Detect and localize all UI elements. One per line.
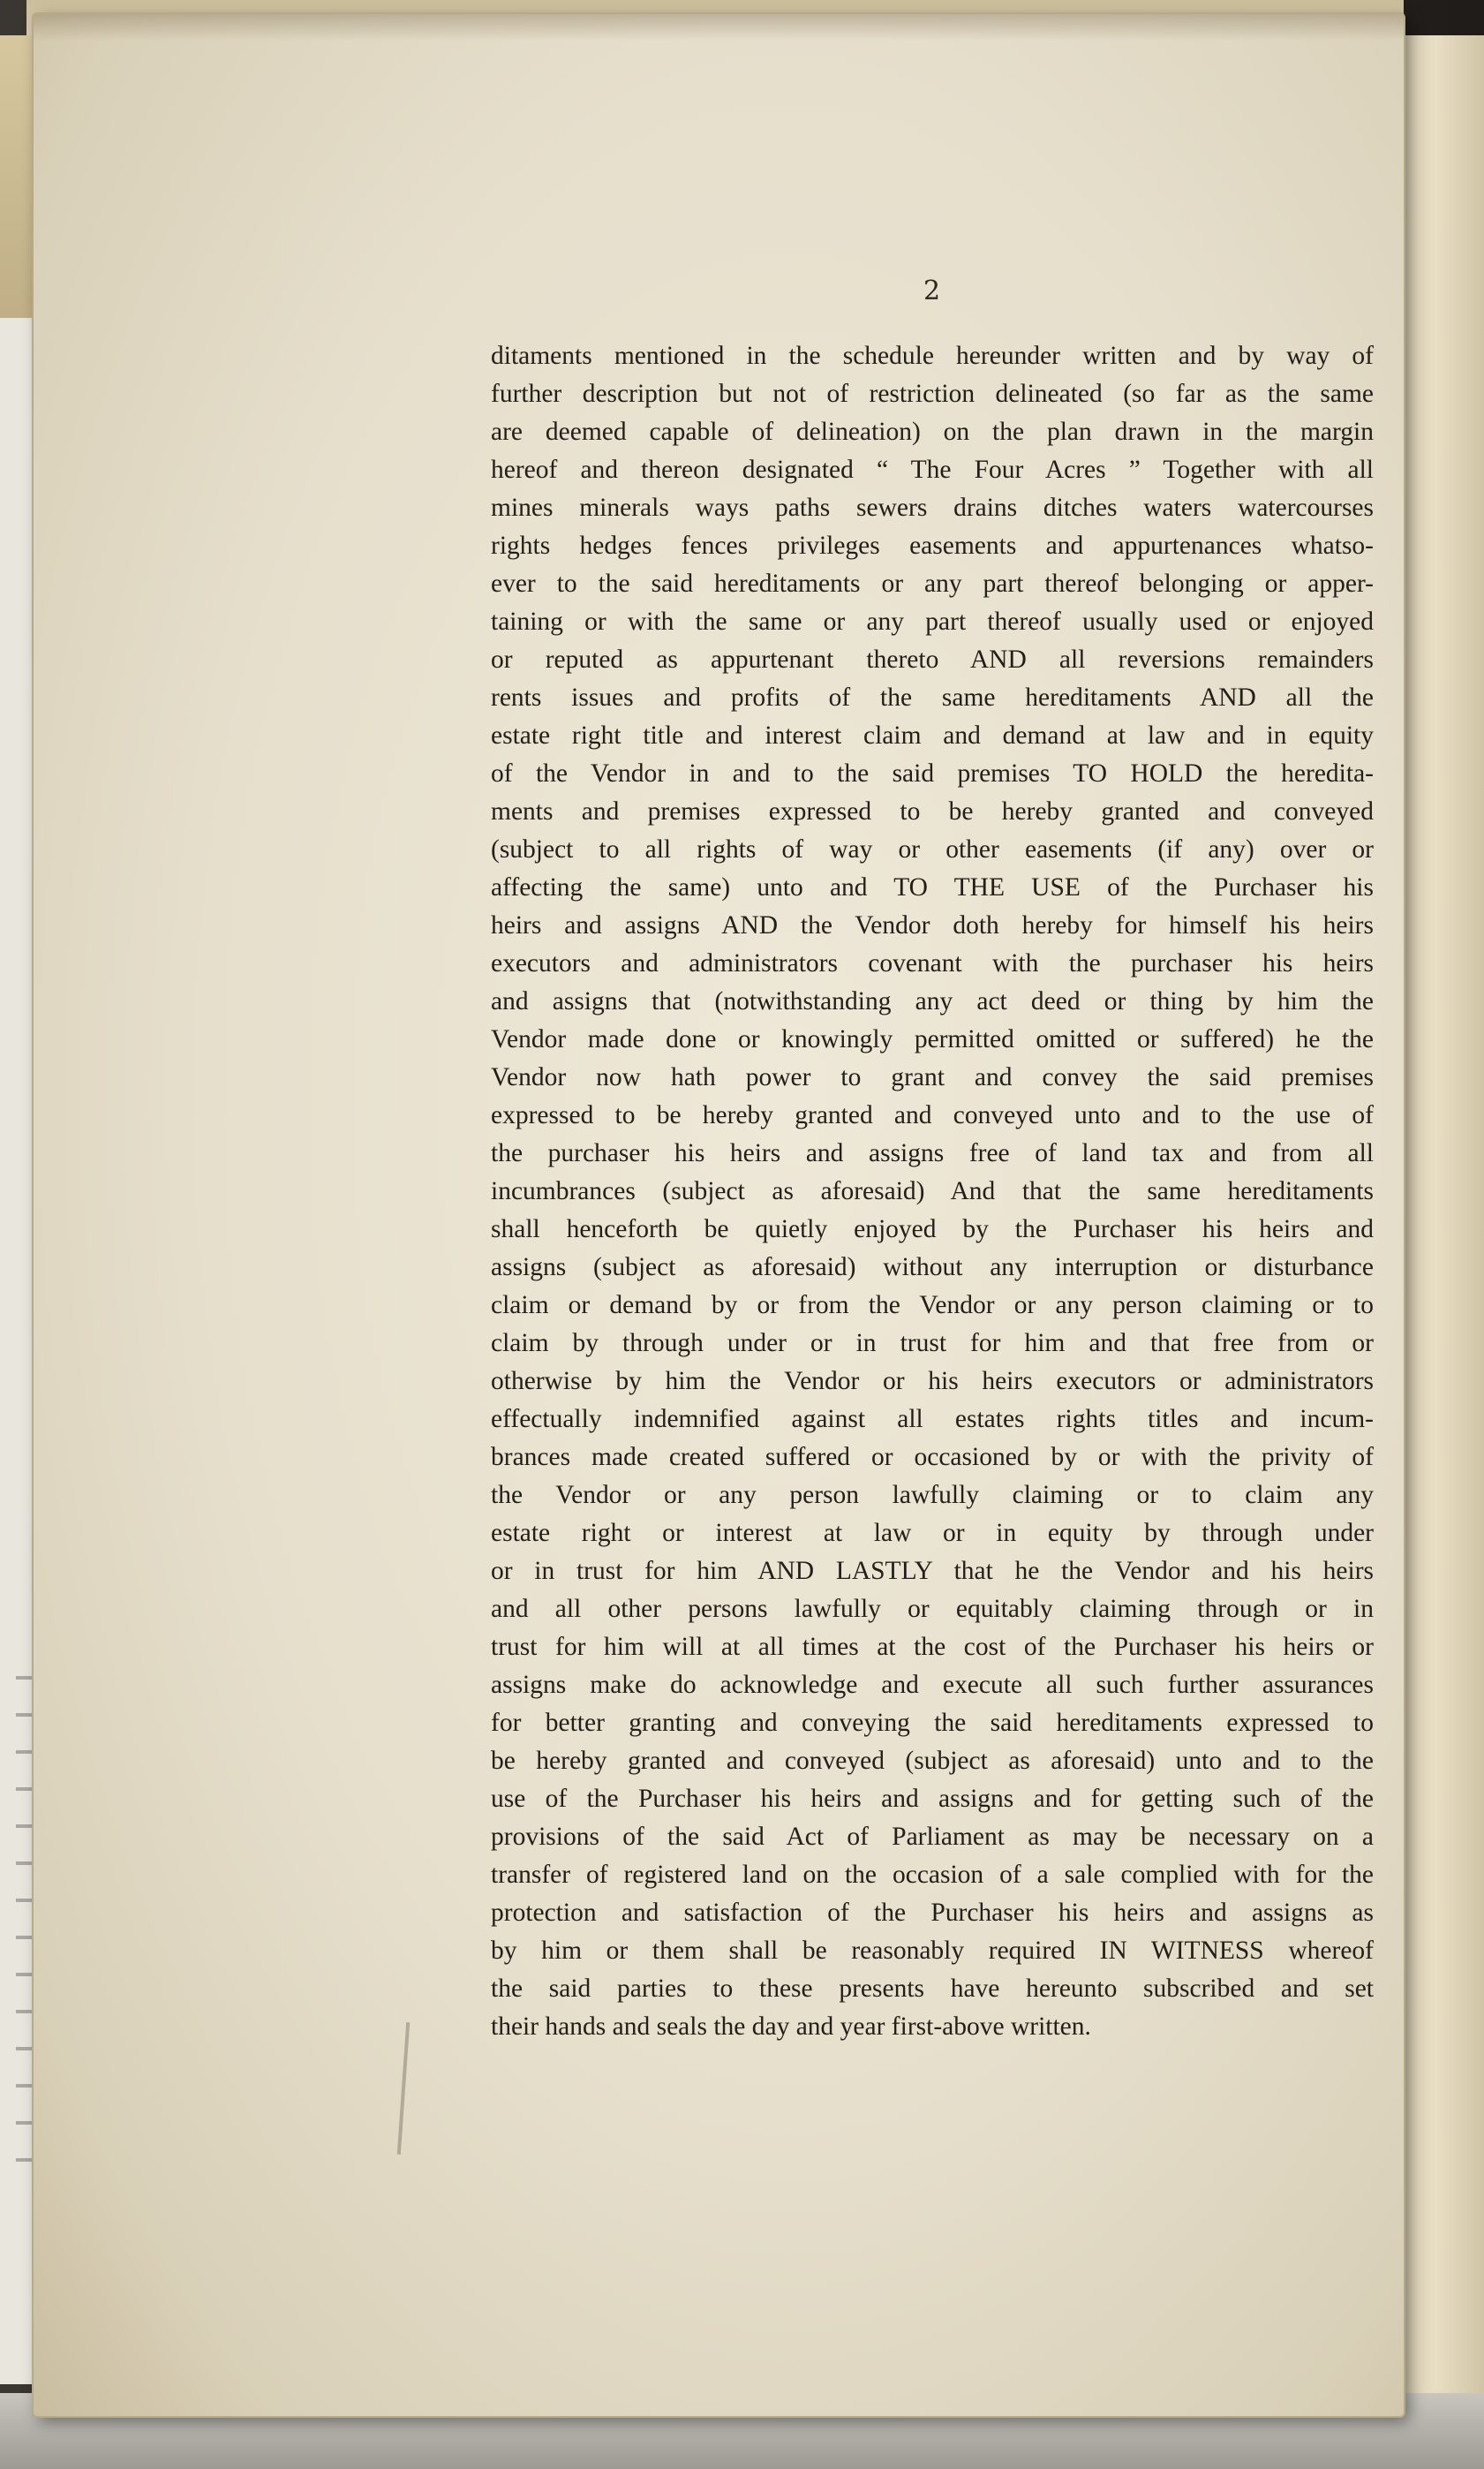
text-line: shall henceforth be quietly enjoyed by the Purchaser his heirs and (491, 1215, 1374, 1243)
underlying-page-right-edge (1399, 35, 1484, 2437)
body-text (491, 337, 1374, 2046)
text-line: and assigns that (notwithstanding any act deed or thing by him the (491, 987, 1374, 1016)
text-line: trust for him will at all times at the cost of the Purchaser his heirs or (491, 1633, 1374, 1661)
text-line: protection and satisfaction of the Purchaser his heirs and assigns as (491, 1899, 1374, 1927)
text-line: assigns make do acknowledge and execute all such further assurances (491, 1671, 1374, 1699)
text-line: estate right or interest at law or in equity by through under (491, 1519, 1374, 1547)
text-line: otherwise by him the Vendor or his heirs executors or administrators (491, 1367, 1374, 1395)
text-line: estate right title and interest claim and demand at law and in equity (491, 721, 1374, 750)
text-line: ments and premises expressed to be hereby granted and conveyed (491, 797, 1374, 826)
text-line: or in trust for him AND LASTLY that he the Vendor and his heirs (491, 1557, 1374, 1585)
text-line: are deemed capable of delineation) on the plan drawn in the margin (491, 418, 1374, 446)
text-line: ditaments mentioned in the schedule hereunder written and by way of (491, 342, 1374, 370)
text-line: and all other persons lawfully or equitably claiming through or in (491, 1595, 1374, 1623)
text-line: Vendor now hath power to grant and convey the said premises (491, 1063, 1374, 1091)
text-line: transfer of registered land on the occasion of a sale complied with for the (491, 1861, 1374, 1889)
text-line-final: their hands and seals the day and year first-above written. (491, 2012, 1091, 2041)
text-line: or reputed as appurtenant thereto AND all reversions remainders (491, 646, 1374, 674)
text-line: taining or with the same or any part thereof usually used or enjoyed (491, 608, 1374, 636)
text-line: claim or demand by or from the Vendor or any person claiming or to (491, 1291, 1374, 1319)
text-line: incumbrances (subject as aforesaid) And that the same hereditaments (491, 1177, 1374, 1205)
text-line: brances made created suffered or occasioned by or with the privity of (491, 1443, 1374, 1471)
text-line: (subject to all rights of way or other easements (if any) over or (491, 835, 1374, 864)
text-line: Vendor made done or knowingly permitted omitted or suffered) he the (491, 1025, 1374, 1053)
text-line: hereof and thereon designated “ The Four Acres ” Together with all (491, 456, 1374, 484)
text-line: expressed to be hereby granted and conveyed unto and to the use of (491, 1101, 1374, 1129)
text-line: for better granting and conveying the said hereditaments expressed to (491, 1709, 1374, 1737)
text-line: rents issues and profits of the same hereditaments AND all the (491, 683, 1374, 712)
text-line: claim by through under or in trust for him and that free from or (491, 1329, 1374, 1357)
text-line: by him or them shall be reasonably required IN WITNESS whereof (491, 1937, 1374, 1965)
text-line: executors and administrators covenant with the purchaser his heirs (491, 949, 1374, 978)
text-line: heirs and assigns AND the Vendor doth hereby for himself his heirs (491, 911, 1374, 940)
text-line: affecting the same) unto and TO THE USE of the Purchaser his (491, 873, 1374, 902)
text-line: of the Vendor in and to the said premises TO HOLD the heredita- (491, 759, 1374, 788)
text-line: the Vendor or any person lawfully claiming or to claim any (491, 1481, 1374, 1509)
text-line: assigns (subject as aforesaid) without any interruption or disturbance (491, 1253, 1374, 1281)
page-number: 2 (923, 276, 941, 306)
text-line: effectually indemnified against all estates rights titles and incum- (491, 1405, 1374, 1433)
text-line: the purchaser his heirs and assigns free of land tax and from all (491, 1139, 1374, 1167)
text-line: mines minerals ways paths sewers drains ditches waters watercourses (491, 494, 1374, 522)
text-line: be hereby granted and conveyed (subject as aforesaid) unto and to the (491, 1747, 1374, 1775)
text-line: the said parties to these presents have hereunto subscribed and set (491, 1974, 1374, 2003)
page-top-shadow (34, 14, 1404, 41)
text-line: rights hedges fences privileges easements and appurtenances whatso- (491, 532, 1374, 560)
text-line: provisions of the said Act of Parliament as may be necessary on a (491, 1823, 1374, 1851)
text-line: further description but not of restriction delineated (so far as the same (491, 380, 1374, 408)
text-line: use of the Purchaser his heirs and assigns and for getting such of the (491, 1785, 1374, 1813)
text-line: ever to the said hereditaments or any part thereof belonging or apper- (491, 570, 1374, 598)
